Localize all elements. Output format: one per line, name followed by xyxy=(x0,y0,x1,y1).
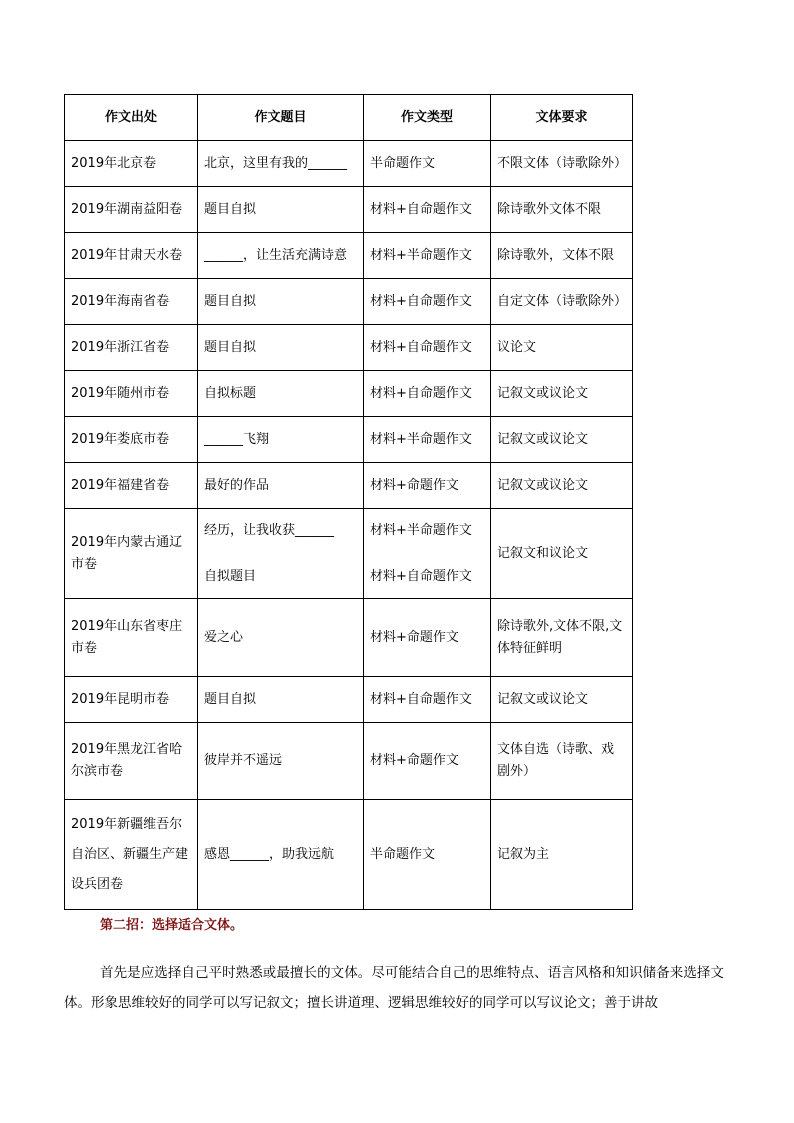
table-row xyxy=(65,417,633,463)
cell-title: 彼岸并不遥远 xyxy=(198,723,364,800)
table-row xyxy=(65,723,633,800)
cell-title xyxy=(198,509,364,599)
table-row xyxy=(65,325,633,371)
table-row xyxy=(65,371,633,417)
cell-type: 材料+自命题作文 xyxy=(364,371,491,417)
table-row xyxy=(65,509,633,599)
cell-type: 材料+自命题作文 xyxy=(364,187,491,233)
cell-title: ______，让生活充满诗意 xyxy=(198,233,364,279)
cell-type: 材料+自命题作文 xyxy=(364,325,491,371)
cell-title: 题目自拟 xyxy=(198,279,364,325)
table-row xyxy=(65,800,633,910)
table-row xyxy=(65,599,633,677)
cell-title: 题目自拟 xyxy=(198,187,364,233)
header-requirement: 文体要求 xyxy=(491,95,633,141)
cell-source: 2019年北京卷 xyxy=(65,141,198,187)
cell-title: 自拟标题 xyxy=(198,371,364,417)
table-header-row xyxy=(65,95,633,141)
type-option-a: 材料+半命题作文 xyxy=(370,522,472,538)
table-row xyxy=(65,463,633,509)
cell-source: 2019年甘肃天水卷 xyxy=(65,233,198,279)
table-row xyxy=(65,677,633,723)
cell-type: 半命题作文 xyxy=(364,800,491,910)
cell-type: 材料+自命题作文 xyxy=(364,677,491,723)
type-option-b: 材料+自命题作文 xyxy=(370,568,472,584)
cell-source: 2019年湖南益阳卷 xyxy=(65,187,198,233)
cell-title: 最好的作品 xyxy=(198,463,364,509)
cell-title: 题目自拟 xyxy=(198,677,364,723)
cell-requirement: 记叙文或议论文 xyxy=(491,677,633,723)
header-source: 作文出处 xyxy=(65,95,198,141)
cell-requirement: 记叙文和议论文 xyxy=(491,509,633,599)
cell-type: 材料+命题作文 xyxy=(364,463,491,509)
cell-source: 2019年黑龙江省哈尔滨市卷 xyxy=(65,723,198,800)
body-paragraph: 首先是应选择自己平时熟悉或最擅长的文体。尽可能结合自己的思维特点、语言风格和知识储备来选择文体。形象思维较好的同学可以写记叙文；擅长讲道理、逻辑思维较好的同学可以写议论文；善于讲故 xyxy=(64,965,724,1011)
cell-type: 半命题作文 xyxy=(364,141,491,187)
cell-source: 2019年新疆维吾尔自治区、新疆生产建设兵团卷 xyxy=(65,800,198,910)
cell-source: 2019年福建省卷 xyxy=(65,463,198,509)
cell-requirement: 除诗歌外,文体不限,文体特征鲜明 xyxy=(491,599,633,677)
section-heading: 第二招：选择适合文体。 xyxy=(100,918,244,933)
cell-title: 题目自拟 xyxy=(198,325,364,371)
cell-source: 2019年昆明市卷 xyxy=(65,677,198,723)
cell-type: 材料+自命题作文 xyxy=(364,279,491,325)
cell-requirement: 记叙文或议论文 xyxy=(491,463,633,509)
title-option-a: 经历，让我收获______ xyxy=(204,522,335,538)
cell-source: 2019年内蒙古通辽市卷 xyxy=(65,509,198,599)
cell-source: 2019年山东省枣庄市卷 xyxy=(65,599,198,677)
header-title: 作文题目 xyxy=(198,95,364,141)
cell-title: 北京，这里有我的______ xyxy=(198,141,364,187)
cell-type: 材料+命题作文 xyxy=(364,599,491,677)
cell-type: 材料+命题作文 xyxy=(364,723,491,800)
cell-requirement: 除诗歌外，文体不限 xyxy=(491,233,633,279)
cell-title: ______飞翔 xyxy=(198,417,364,463)
cell-requirement: 记叙文或议论文 xyxy=(491,417,633,463)
cell-title: 爱之心 xyxy=(198,599,364,677)
cell-type: 材料+半命题作文 xyxy=(364,233,491,279)
cell-requirement: 文体自选（诗歌、戏剧外） xyxy=(491,723,633,800)
cell-requirement: 除诗歌外文体不限 xyxy=(491,187,633,233)
cell-type xyxy=(364,509,491,599)
cell-source: 2019年随州市卷 xyxy=(65,371,198,417)
cell-title: 感恩______，助我远航 xyxy=(198,800,364,910)
cell-source: 2019年浙江省卷 xyxy=(65,325,198,371)
table-row xyxy=(65,279,633,325)
header-type: 作文类型 xyxy=(364,95,491,141)
title-option-b: 自拟题目 xyxy=(204,568,257,584)
cell-requirement: 自定文体（诗歌除外） xyxy=(491,279,633,325)
cell-type: 材料+半命题作文 xyxy=(364,417,491,463)
cell-source: 2019年海南省卷 xyxy=(65,279,198,325)
cell-requirement: 不限文体（诗歌除外） xyxy=(491,141,633,187)
table-row xyxy=(65,187,633,233)
essay-table xyxy=(64,94,633,910)
cell-requirement: 议论文 xyxy=(491,325,633,371)
cell-requirement: 记叙为主 xyxy=(491,800,633,910)
cell-requirement: 记叙文或议论文 xyxy=(491,371,633,417)
table-row xyxy=(65,141,633,187)
cell-source: 2019年娄底市卷 xyxy=(65,417,198,463)
table-row xyxy=(65,233,633,279)
